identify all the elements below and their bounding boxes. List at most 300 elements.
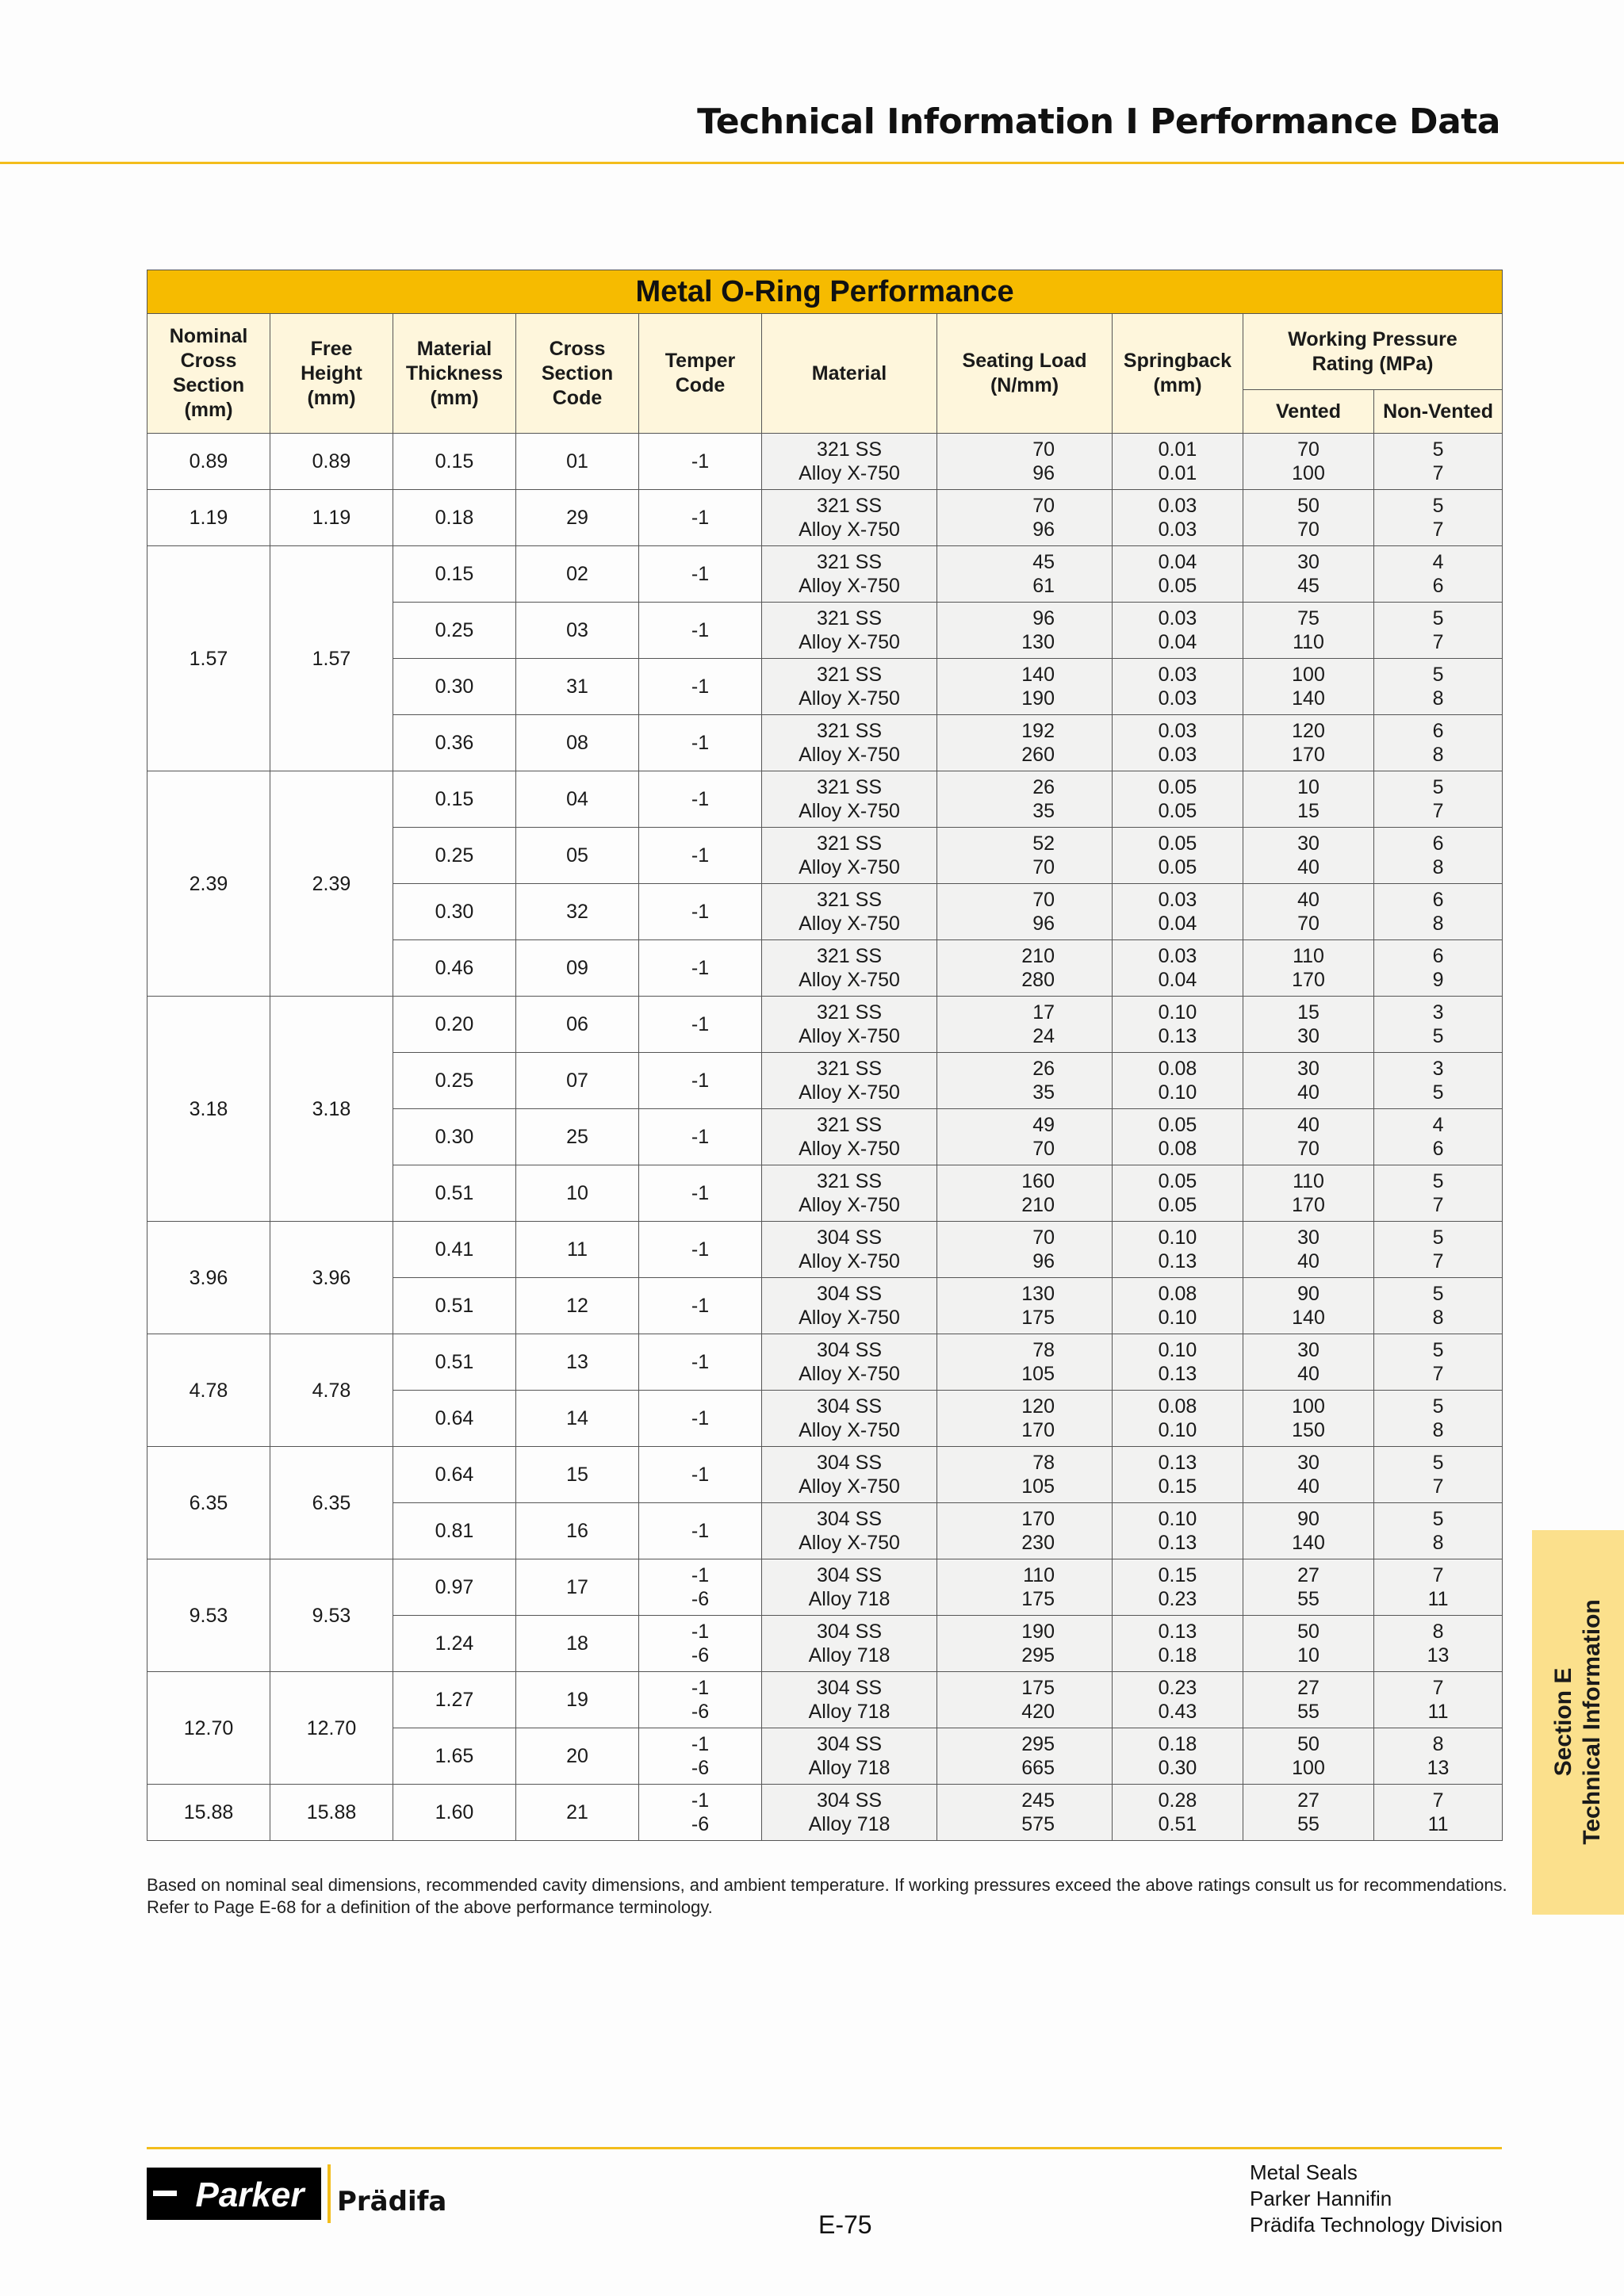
cell-nominal-section: 4.78 — [147, 1334, 270, 1447]
cell-seating-load-value: 190 — [1021, 1621, 1055, 1643]
cell-thickness-value: 1.65 — [435, 1745, 474, 1767]
cell-material-value: Alloy X-750 — [799, 519, 900, 541]
cell-springback-value: 0.04 — [1158, 551, 1197, 573]
cell-seating-load-value: 96 — [1032, 519, 1055, 541]
cell-code-value: 07 — [566, 1070, 588, 1092]
cell-thickness-value: 0.18 — [435, 507, 474, 529]
header-line: Height — [301, 362, 362, 385]
cell-non-vented-value: 5 — [1432, 1283, 1444, 1305]
cell-thickness — [393, 715, 516, 771]
cell-springback — [1113, 828, 1243, 884]
cell-code-value: 14 — [566, 1407, 588, 1429]
cell-code — [516, 1222, 639, 1278]
cell-temper-value: -1 — [691, 450, 710, 473]
cell-seating-load-value: 49 — [1032, 1114, 1055, 1136]
cell-material — [762, 1053, 937, 1109]
header-line: Code — [675, 374, 726, 396]
logo-subtext: Prädifa — [337, 2186, 447, 2218]
cell-code — [516, 715, 639, 771]
cell-vented-value: 50 — [1297, 1621, 1320, 1643]
cell-springback — [1113, 1334, 1243, 1391]
cell-springback-value: 0.43 — [1158, 1701, 1197, 1723]
cell-seating-load — [937, 771, 1113, 828]
header-line: Free — [310, 337, 353, 360]
cell-seating-load-value: 280 — [1021, 969, 1055, 991]
cell-code — [516, 1109, 639, 1165]
header-line: Material — [811, 362, 887, 385]
cell-temper-value: -1 — [691, 1126, 710, 1148]
cell-thickness-value: 0.51 — [435, 1351, 474, 1373]
cell-code — [516, 603, 639, 659]
header-divider — [0, 162, 1624, 164]
cell-code — [516, 1278, 639, 1334]
cell-springback — [1113, 546, 1243, 603]
cell-temper — [639, 771, 762, 828]
cell-seating-load — [937, 884, 1113, 940]
cell-vented-value: 75 — [1297, 607, 1320, 629]
cell-seating-load-value: 45 — [1032, 551, 1055, 573]
cell-vented — [1243, 1053, 1374, 1109]
cell-code — [516, 659, 639, 715]
cell-seating-load-value: 70 — [1032, 1226, 1055, 1249]
cell-code — [516, 490, 639, 546]
cell-code — [516, 1165, 639, 1222]
cell-thickness — [393, 490, 516, 546]
cell-thickness-value: 0.25 — [435, 844, 474, 867]
cell-vented-value: 100 — [1292, 1395, 1325, 1418]
cell-vented-value: 170 — [1292, 969, 1325, 991]
table-row — [147, 771, 1503, 828]
header-thickness — [393, 314, 516, 434]
cell-springback — [1113, 434, 1243, 490]
cell-non-vented-value: 11 — [1427, 1701, 1449, 1723]
cell-non-vented-value: 5 — [1432, 1170, 1444, 1192]
cell-material-value: 304 SS — [816, 1283, 882, 1305]
cell-springback-value: 0.03 — [1158, 945, 1197, 967]
cell-material — [762, 1334, 937, 1391]
cell-non-vented — [1374, 1391, 1503, 1447]
header-non-vented: Non-Vented — [1374, 390, 1503, 434]
cell-seating-load — [937, 1785, 1113, 1841]
cell-seating-load-value: 575 — [1021, 1813, 1055, 1835]
cell-vented-value: 100 — [1292, 664, 1325, 686]
cell-material-value: Alloy 718 — [808, 1701, 891, 1723]
header-line: Temper — [665, 350, 736, 372]
cell-non-vented — [1374, 659, 1503, 715]
cell-non-vented-value: 5 — [1432, 1025, 1444, 1047]
cell-springback-value: 0.28 — [1158, 1789, 1197, 1812]
cell-free-height: 1.19 — [270, 490, 393, 546]
cell-material — [762, 546, 937, 603]
cell-code-value: 19 — [566, 1689, 588, 1711]
cell-vented-value: 40 — [1297, 1114, 1320, 1136]
cell-vented — [1243, 884, 1374, 940]
cell-non-vented — [1374, 1447, 1503, 1503]
cell-springback-value: 0.05 — [1158, 575, 1197, 597]
cell-springback-value: 0.03 — [1158, 687, 1197, 710]
cell-non-vented — [1374, 490, 1503, 546]
cell-material — [762, 1503, 937, 1559]
cell-seating-load-value: 120 — [1021, 1395, 1055, 1418]
cell-seating-load-value: 295 — [1021, 1733, 1055, 1755]
cell-thickness-value: 0.25 — [435, 1070, 474, 1092]
cell-free-height: 3.18 — [270, 997, 393, 1222]
cell-code — [516, 884, 639, 940]
cell-vented-value: 27 — [1297, 1677, 1320, 1699]
cell-temper — [639, 1391, 762, 1447]
cell-springback-value: 0.10 — [1158, 1307, 1197, 1329]
cell-springback-value: 0.13 — [1158, 1621, 1197, 1643]
cell-code — [516, 1616, 639, 1672]
cell-seating-load — [937, 603, 1113, 659]
cell-seating-load-value: 78 — [1032, 1452, 1055, 1474]
cell-nominal-section: 1.19 — [147, 490, 270, 546]
cell-seating-load-value: 24 — [1032, 1025, 1055, 1047]
cell-non-vented — [1374, 1559, 1503, 1616]
cell-springback-value: 0.10 — [1158, 1508, 1197, 1530]
cell-seating-load-value: 210 — [1021, 1194, 1055, 1216]
cell-non-vented — [1374, 546, 1503, 603]
cell-vented — [1243, 1559, 1374, 1616]
cell-temper — [639, 659, 762, 715]
cell-non-vented-value: 4 — [1432, 551, 1444, 573]
cell-material-value: 321 SS — [816, 1001, 882, 1024]
cell-vented-value: 70 — [1297, 1138, 1320, 1160]
cell-temper-value: -1 — [691, 1351, 710, 1373]
header-line: (mm) — [430, 386, 479, 409]
cell-temper-value: -1 — [691, 844, 710, 867]
cell-springback-value: 0.04 — [1158, 913, 1197, 935]
cell-material-value: 321 SS — [816, 607, 882, 629]
cell-non-vented-value: 9 — [1432, 969, 1444, 991]
cell-non-vented-value: 5 — [1432, 1395, 1444, 1418]
cell-vented — [1243, 1616, 1374, 1672]
cell-springback-value: 0.13 — [1158, 1025, 1197, 1047]
cell-springback-value: 0.10 — [1158, 1419, 1197, 1441]
cell-thickness — [393, 771, 516, 828]
cell-springback-value: 0.04 — [1158, 631, 1197, 653]
table-row — [147, 1559, 1503, 1616]
cell-springback-value: 0.13 — [1158, 1452, 1197, 1474]
cell-code-value: 15 — [566, 1464, 588, 1486]
cell-temper — [639, 1222, 762, 1278]
cell-non-vented-value: 7 — [1432, 1194, 1444, 1216]
cell-code-value: 12 — [566, 1295, 588, 1317]
cell-seating-load-value: 170 — [1021, 1419, 1055, 1441]
footnote-line-1: Based on nominal seal dimensions, recommended cavity dimensions, and ambient temperature. If working pressures exceed the above ratings consult us for recommendations. — [147, 1875, 1507, 1895]
cell-springback-value: 0.05 — [1158, 1194, 1197, 1216]
cell-seating-load-value: 210 — [1021, 945, 1055, 967]
cell-non-vented-value: 4 — [1432, 1114, 1444, 1136]
cell-free-height: 1.57 — [270, 546, 393, 771]
cell-temper-value: -1 — [691, 1182, 710, 1204]
cell-seating-load — [937, 1447, 1113, 1503]
cell-thickness — [393, 1728, 516, 1785]
parker-pradifa-logo — [147, 2161, 447, 2233]
cell-material — [762, 997, 937, 1053]
cell-temper-value: -6 — [691, 1701, 710, 1723]
cell-material-value: Alloy X-750 — [799, 575, 900, 597]
cell-material — [762, 940, 937, 997]
cell-material-value: 321 SS — [816, 438, 882, 461]
cell-springback — [1113, 940, 1243, 997]
cell-code — [516, 1053, 639, 1109]
cell-vented-value: 15 — [1297, 1001, 1320, 1024]
cell-springback-value: 0.13 — [1158, 1532, 1197, 1554]
cell-seating-load — [937, 1109, 1113, 1165]
cell-thickness-value: 0.20 — [435, 1013, 474, 1035]
cell-seating-load — [937, 1053, 1113, 1109]
cell-non-vented-value: 11 — [1427, 1588, 1449, 1610]
cell-code — [516, 828, 639, 884]
cell-code — [516, 434, 639, 490]
cell-code-value: 01 — [566, 450, 588, 473]
cell-non-vented-value: 8 — [1432, 1621, 1444, 1643]
cell-vented-value: 170 — [1292, 1194, 1325, 1216]
cell-vented-value: 170 — [1292, 744, 1325, 766]
cell-thickness-value: 0.81 — [435, 1520, 474, 1542]
table-row — [147, 1785, 1503, 1841]
cell-springback-value: 0.03 — [1158, 519, 1197, 541]
cell-temper — [639, 603, 762, 659]
cell-material-value: 304 SS — [816, 1226, 882, 1249]
cell-material-value: 304 SS — [816, 1677, 882, 1699]
cell-seating-load-value: 70 — [1032, 438, 1055, 461]
cell-code — [516, 1391, 639, 1447]
cell-seating-load — [937, 1278, 1113, 1334]
cell-vented — [1243, 1334, 1374, 1391]
cell-non-vented — [1374, 940, 1503, 997]
cell-temper — [639, 490, 762, 546]
cell-code — [516, 1672, 639, 1728]
cell-thickness-value: 0.25 — [435, 619, 474, 641]
cell-thickness-value: 0.30 — [435, 675, 474, 698]
cell-thickness — [393, 1278, 516, 1334]
cell-material-value: Alloy 718 — [808, 1757, 891, 1779]
cell-vented-value: 100 — [1292, 462, 1325, 484]
cell-vented — [1243, 603, 1374, 659]
cell-springback — [1113, 603, 1243, 659]
cell-temper — [639, 1053, 762, 1109]
cell-vented — [1243, 1728, 1374, 1785]
cell-thickness-value: 0.51 — [435, 1182, 474, 1204]
cell-material-value: Alloy X-750 — [799, 1307, 900, 1329]
cell-non-vented-value: 7 — [1432, 1677, 1444, 1699]
cell-thickness — [393, 1672, 516, 1728]
cell-non-vented-value: 7 — [1432, 631, 1444, 653]
cell-material-value: 321 SS — [816, 664, 882, 686]
cell-vented — [1243, 997, 1374, 1053]
cell-vented-value: 10 — [1297, 776, 1320, 798]
cell-material — [762, 828, 937, 884]
cell-non-vented — [1374, 603, 1503, 659]
cell-seating-load — [937, 997, 1113, 1053]
cell-free-height: 6.35 — [270, 1447, 393, 1559]
cell-material-value: Alloy X-750 — [799, 1532, 900, 1554]
cell-seating-load-value: 96 — [1032, 462, 1055, 484]
footer-line-2: Parker Hannifin — [1250, 2187, 1392, 2210]
cell-thickness — [393, 1109, 516, 1165]
cell-temper-value: -1 — [691, 1621, 710, 1643]
cell-free-height: 2.39 — [270, 771, 393, 997]
cell-springback-value: 0.03 — [1158, 664, 1197, 686]
cell-temper-value: -1 — [691, 1407, 710, 1429]
cell-vented-value: 40 — [1297, 1363, 1320, 1385]
cell-vented — [1243, 1785, 1374, 1841]
cell-thickness-value: 1.60 — [435, 1801, 474, 1823]
cell-code-value: 09 — [566, 957, 588, 979]
cell-vented — [1243, 1447, 1374, 1503]
cell-vented-value: 70 — [1297, 519, 1320, 541]
cell-code-value: 10 — [566, 1182, 588, 1204]
cell-temper-value: -6 — [691, 1644, 710, 1667]
cell-code-value: 11 — [567, 1238, 588, 1261]
cell-springback-value: 0.03 — [1158, 720, 1197, 742]
cell-springback — [1113, 771, 1243, 828]
cell-thickness-value: 0.15 — [435, 788, 474, 810]
cell-vented-value: 30 — [1297, 1058, 1320, 1080]
cell-vented — [1243, 546, 1374, 603]
cell-non-vented-value: 5 — [1432, 776, 1444, 798]
cell-material-value: 321 SS — [816, 945, 882, 967]
cell-thickness-value: 1.24 — [435, 1632, 474, 1655]
section-tab-label — [1549, 1599, 1607, 1844]
cell-non-vented-value: 8 — [1432, 1733, 1444, 1755]
cell-non-vented-value: 7 — [1432, 519, 1444, 541]
cell-thickness-value: 1.27 — [435, 1689, 474, 1711]
cell-non-vented-value: 6 — [1432, 832, 1444, 855]
cell-code — [516, 940, 639, 997]
cell-springback-value: 0.05 — [1158, 856, 1197, 878]
cell-code-value: 17 — [566, 1576, 588, 1598]
cell-seating-load-value: 26 — [1032, 1058, 1055, 1080]
cell-code-value: 25 — [566, 1126, 588, 1148]
cell-material-value: 304 SS — [816, 1395, 882, 1418]
cell-code — [516, 997, 639, 1053]
cell-seating-load-value: 52 — [1032, 832, 1055, 855]
cell-vented-value: 30 — [1297, 1339, 1320, 1361]
cell-non-vented-value: 7 — [1432, 462, 1444, 484]
cell-springback — [1113, 1728, 1243, 1785]
cell-non-vented-value: 5 — [1432, 1508, 1444, 1530]
cell-free-height: 4.78 — [270, 1334, 393, 1447]
header-material — [762, 314, 937, 434]
cell-temper — [639, 997, 762, 1053]
cell-springback — [1113, 490, 1243, 546]
cell-thickness — [393, 1503, 516, 1559]
cell-springback — [1113, 1391, 1243, 1447]
cell-seating-load-value: 175 — [1021, 1677, 1055, 1699]
cell-temper — [639, 1672, 762, 1728]
cell-springback-value: 0.05 — [1158, 832, 1197, 855]
cell-vented — [1243, 1222, 1374, 1278]
cell-thickness — [393, 997, 516, 1053]
section-tab-line-2: Technical Information — [1579, 1599, 1605, 1845]
cell-seating-load — [937, 1222, 1113, 1278]
header-temper — [639, 314, 762, 434]
cell-material — [762, 1391, 937, 1447]
cell-non-vented — [1374, 1785, 1503, 1841]
cell-temper-value: -1 — [691, 619, 710, 641]
cell-non-vented — [1374, 1503, 1503, 1559]
cell-code-value: 32 — [566, 901, 588, 923]
header-line: Springback — [1123, 350, 1232, 372]
cell-springback-value: 0.03 — [1158, 744, 1197, 766]
cell-springback-value: 0.15 — [1158, 1564, 1197, 1586]
cell-material-value: 304 SS — [816, 1789, 882, 1812]
cell-temper — [639, 1503, 762, 1559]
cell-springback-value: 0.18 — [1158, 1733, 1197, 1755]
table-body — [147, 434, 1503, 1841]
cell-seating-load — [937, 659, 1113, 715]
cell-springback — [1113, 659, 1243, 715]
cell-vented-value: 70 — [1297, 438, 1320, 461]
cell-seating-load-value: 295 — [1021, 1644, 1055, 1667]
header-line: Rating (MPa) — [1312, 352, 1434, 375]
cell-material-value: Alloy X-750 — [799, 856, 900, 878]
cell-vented-value: 15 — [1297, 800, 1320, 822]
cell-temper — [639, 940, 762, 997]
cell-vented-value: 50 — [1297, 1733, 1320, 1755]
cell-material-value: Alloy X-750 — [799, 1363, 900, 1385]
header-free-height — [270, 314, 393, 434]
cell-vented-value: 90 — [1297, 1508, 1320, 1530]
cell-nominal-section: 9.53 — [147, 1559, 270, 1672]
cell-springback-value: 0.08 — [1158, 1395, 1197, 1418]
section-tab-line-1: Section E — [1550, 1667, 1576, 1777]
cell-springback-value: 0.08 — [1158, 1058, 1197, 1080]
cell-temper — [639, 1278, 762, 1334]
table-row — [147, 434, 1503, 490]
cell-vented-value: 40 — [1297, 889, 1320, 911]
cell-material-value: Alloy X-750 — [799, 631, 900, 653]
cell-springback — [1113, 1222, 1243, 1278]
cell-non-vented-value: 13 — [1427, 1644, 1450, 1667]
cell-material-value: Alloy X-750 — [799, 1250, 900, 1272]
cell-thickness-value: 0.64 — [435, 1407, 474, 1429]
cell-code — [516, 1334, 639, 1391]
cell-non-vented — [1374, 1053, 1503, 1109]
header-line: Cross — [180, 350, 237, 372]
cell-material-value: 321 SS — [816, 776, 882, 798]
cell-non-vented-value: 8 — [1432, 1419, 1444, 1441]
cell-springback — [1113, 1785, 1243, 1841]
cell-seating-load-value: 190 — [1021, 687, 1055, 710]
cell-material — [762, 1559, 937, 1616]
cell-thickness — [393, 603, 516, 659]
cell-temper-value: -1 — [691, 675, 710, 698]
cell-temper-value: -1 — [691, 1013, 710, 1035]
cell-material — [762, 1278, 937, 1334]
cell-material — [762, 1447, 937, 1503]
cell-seating-load-value: 35 — [1032, 1081, 1055, 1104]
cell-temper-value: -1 — [691, 1520, 710, 1542]
cell-seating-load-value: 70 — [1032, 495, 1055, 517]
cell-vented-value: 100 — [1292, 1757, 1325, 1779]
cell-vented-value: 55 — [1297, 1588, 1320, 1610]
cell-seating-load-value: 96 — [1032, 607, 1055, 629]
cell-material-value: Alloy X-750 — [799, 1475, 900, 1498]
cell-seating-load — [937, 1391, 1113, 1447]
cell-code-value: 13 — [566, 1351, 588, 1373]
cell-vented-value: 120 — [1292, 720, 1325, 742]
cell-non-vented-value: 5 — [1432, 607, 1444, 629]
cell-temper-value: -1 — [691, 1564, 710, 1586]
cell-seating-load — [937, 490, 1113, 546]
cell-vented-value: 110 — [1293, 945, 1324, 967]
cell-vented-value: 110 — [1293, 631, 1324, 653]
cell-springback-value: 0.23 — [1158, 1677, 1197, 1699]
